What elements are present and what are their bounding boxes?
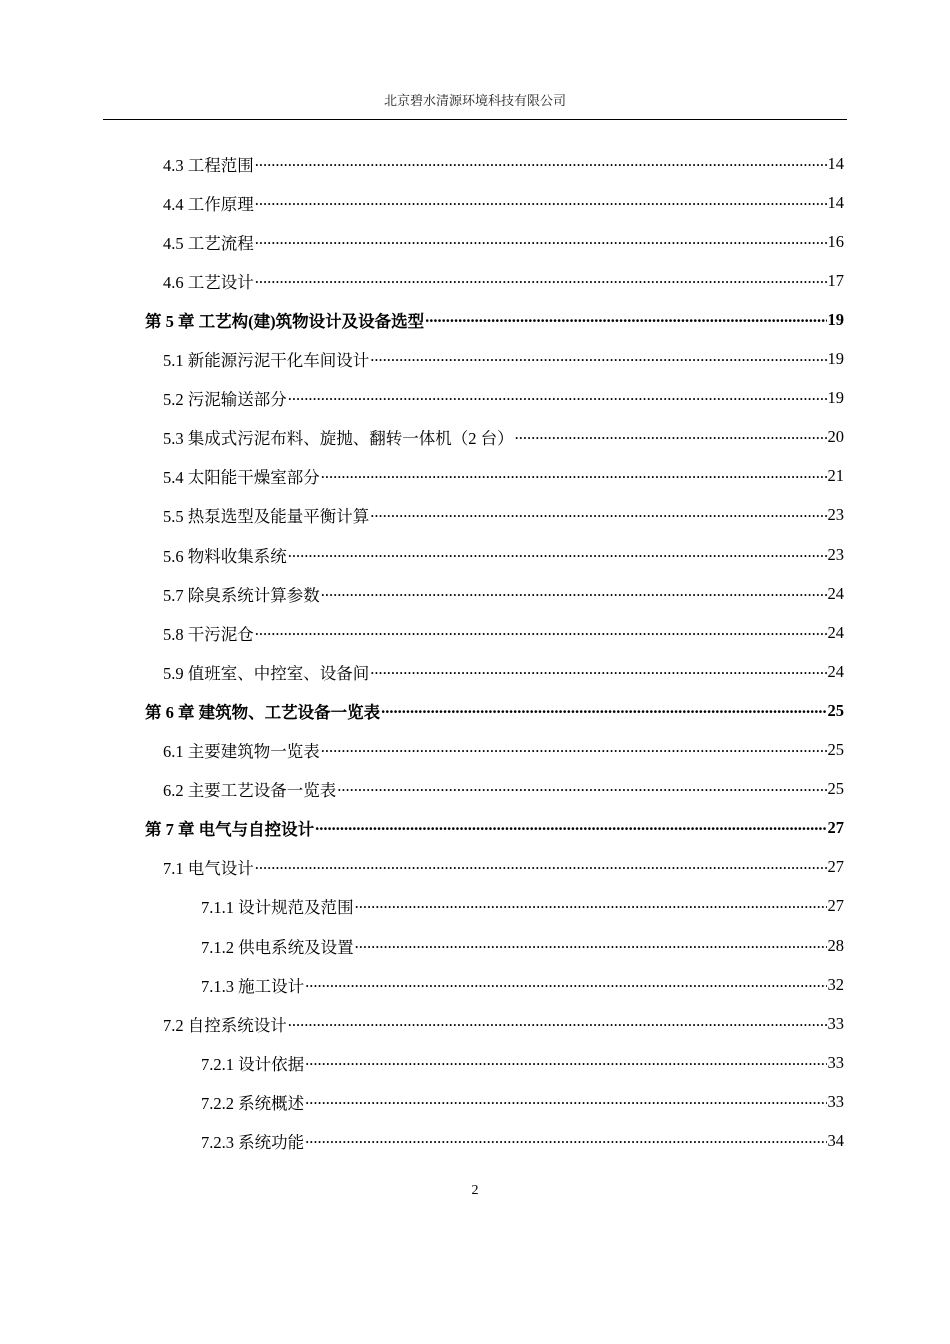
toc-dot-leader	[288, 385, 827, 405]
toc-entry-title: 4.5 工艺流程	[163, 233, 254, 253]
toc-chapter-entry[interactable]	[0, 809, 950, 848]
toc-entry-title: 7.1.3 施工设计	[201, 976, 305, 996]
toc-dot-leader	[288, 542, 827, 562]
toc-dot-leader	[255, 151, 827, 171]
toc-entry-title: 5.8 干污泥仓	[163, 624, 254, 644]
toc-dot-leader	[355, 893, 827, 913]
toc-section-entry[interactable]	[0, 222, 950, 261]
toc-page-number: 23	[827, 505, 844, 525]
toc-section-entry[interactable]	[0, 848, 950, 887]
toc-entry-title: 7.2 自控系统设计	[163, 1015, 287, 1035]
toc-dot-leader	[315, 815, 826, 835]
toc-page-number: 14	[827, 192, 844, 212]
toc-section-entry[interactable]	[0, 731, 950, 770]
toc-page-number: 17	[827, 270, 844, 290]
page-number: 2	[471, 1183, 479, 1198]
toc-subsection-entry[interactable]	[0, 1043, 950, 1082]
toc-dot-leader	[288, 1011, 827, 1031]
toc-entry-title: 5.5 热泵选型及能量平衡计算	[163, 507, 370, 527]
toc-entry-title: 4.3 工程范围	[163, 155, 254, 175]
toc-dot-leader	[321, 463, 827, 483]
toc-entry-title: 5.6 物料收集系统	[163, 546, 287, 566]
toc-dot-leader	[321, 581, 827, 601]
toc-dot-leader	[370, 502, 826, 522]
toc-subsection-entry[interactable]	[0, 1082, 950, 1121]
toc-entry-title: 5.7 除臭系统计算参数	[163, 585, 320, 605]
toc-entry-title: 5.9 值班室、中控室、设备间	[163, 663, 370, 683]
toc-dot-leader	[321, 737, 827, 757]
toc-page-number: 23	[827, 544, 844, 564]
toc-section-entry[interactable]	[0, 457, 950, 496]
toc-dot-leader	[305, 1050, 826, 1070]
toc-page-number: 19	[827, 309, 844, 329]
toc-dot-leader	[255, 854, 827, 874]
toc-dot-leader	[370, 346, 826, 366]
toc-entry-title: 6.2 主要工艺设备一览表	[163, 781, 337, 801]
toc-page-number: 32	[827, 974, 844, 994]
toc-subsection-entry[interactable]	[0, 926, 950, 965]
toc-page-number: 19	[827, 349, 844, 368]
toc-dot-leader	[337, 776, 826, 796]
toc-subsection-entry[interactable]	[0, 1122, 950, 1161]
toc-page-number: 24	[827, 622, 844, 642]
toc-entry-title: 第 6 章 建筑物、工艺设备一览表	[145, 702, 381, 722]
toc-page-number: 33	[827, 1091, 844, 1111]
toc-section-entry[interactable]	[0, 261, 950, 300]
toc-dot-leader	[515, 424, 827, 444]
toc-entry-title: 6.1 主要建筑物一览表	[163, 742, 320, 761]
toc-dot-leader	[255, 190, 827, 210]
toc-entry-title: 5.2 污泥输送部分	[163, 390, 287, 410]
toc-page-number: 33	[827, 1052, 844, 1072]
toc-page-number: 19	[827, 388, 844, 408]
toc-page-number: 34	[827, 1131, 844, 1150]
toc-section-entry[interactable]	[0, 1004, 950, 1043]
toc-entry-title: 7.1 电气设计	[163, 859, 254, 879]
toc-entry-title: 7.1.1 设计规范及范围	[201, 898, 354, 918]
toc-entry-title: 7.2.3 系统功能	[201, 1133, 305, 1152]
toc-section-entry[interactable]	[0, 613, 950, 652]
toc-section-entry[interactable]	[0, 652, 950, 691]
toc-entry-title: 5.3 集成式污泥布料、旋抛、翻转一体机（2 台）	[163, 429, 514, 449]
toc-page-number: 27	[827, 818, 844, 838]
toc-section-entry[interactable]	[0, 418, 950, 457]
toc-dot-leader	[305, 972, 826, 992]
toc-page-number: 28	[827, 935, 844, 955]
toc-section-entry[interactable]	[0, 496, 950, 535]
toc-page-number: 25	[827, 740, 844, 759]
toc-page-number: 25	[827, 779, 844, 799]
toc-section-entry[interactable]	[0, 770, 950, 809]
header-divider	[103, 119, 847, 120]
toc-dot-leader	[305, 1128, 826, 1148]
toc-entry-title: 7.2.2 系统概述	[201, 1093, 305, 1113]
toc-dot-leader	[255, 268, 827, 288]
toc-page-number: 27	[827, 857, 844, 877]
toc-section-entry[interactable]	[0, 379, 950, 418]
toc-page-number: 14	[827, 153, 844, 173]
toc-entry-title: 第 7 章 电气与自控设计	[145, 820, 315, 840]
toc-page-number: 24	[827, 583, 844, 603]
toc-dot-leader	[255, 229, 827, 249]
toc-section-entry[interactable]	[0, 144, 950, 183]
toc-dot-leader	[255, 620, 827, 640]
toc-page-number: 24	[827, 661, 844, 681]
toc-dot-leader	[381, 698, 826, 718]
toc-section-entry[interactable]	[0, 574, 950, 613]
toc-chapter-entry[interactable]	[0, 300, 950, 339]
toc-page-number: 16	[827, 231, 844, 251]
toc-dot-leader	[305, 1089, 826, 1109]
toc-page-number: 21	[827, 466, 844, 486]
page-header-company: 北京碧水清源环境科技有限公司	[383, 94, 566, 109]
toc-entry-title: 第 5 章 工艺构(建)筑物设计及设备选型	[145, 311, 425, 331]
toc-subsection-entry[interactable]	[0, 887, 950, 926]
toc-section-entry[interactable]	[0, 535, 950, 574]
toc-section-entry[interactable]	[0, 183, 950, 222]
toc-subsection-entry[interactable]	[0, 965, 950, 1004]
toc-page-number: 27	[827, 896, 844, 916]
toc-entry-title: 4.4 工作原理	[163, 194, 254, 214]
toc-entry-title: 7.2.1 设计依据	[201, 1054, 305, 1074]
toc-chapter-entry[interactable]	[0, 691, 950, 730]
toc-dot-leader	[355, 933, 827, 953]
toc-page-number: 33	[827, 1013, 844, 1033]
toc-entry-title: 5.1 新能源污泥干化车间设计	[163, 351, 370, 370]
toc-dot-leader	[425, 307, 826, 327]
toc-page-number: 25	[827, 700, 844, 720]
toc-entry-title: 4.6 工艺设计	[163, 272, 254, 292]
toc-entry-title: 5.4 太阳能干燥室部分	[163, 468, 320, 488]
toc-dot-leader	[370, 659, 826, 679]
toc-section-entry[interactable]	[0, 340, 950, 379]
toc-page-number: 20	[827, 427, 844, 447]
toc-entry-title: 7.1.2 供电系统及设置	[201, 937, 354, 957]
